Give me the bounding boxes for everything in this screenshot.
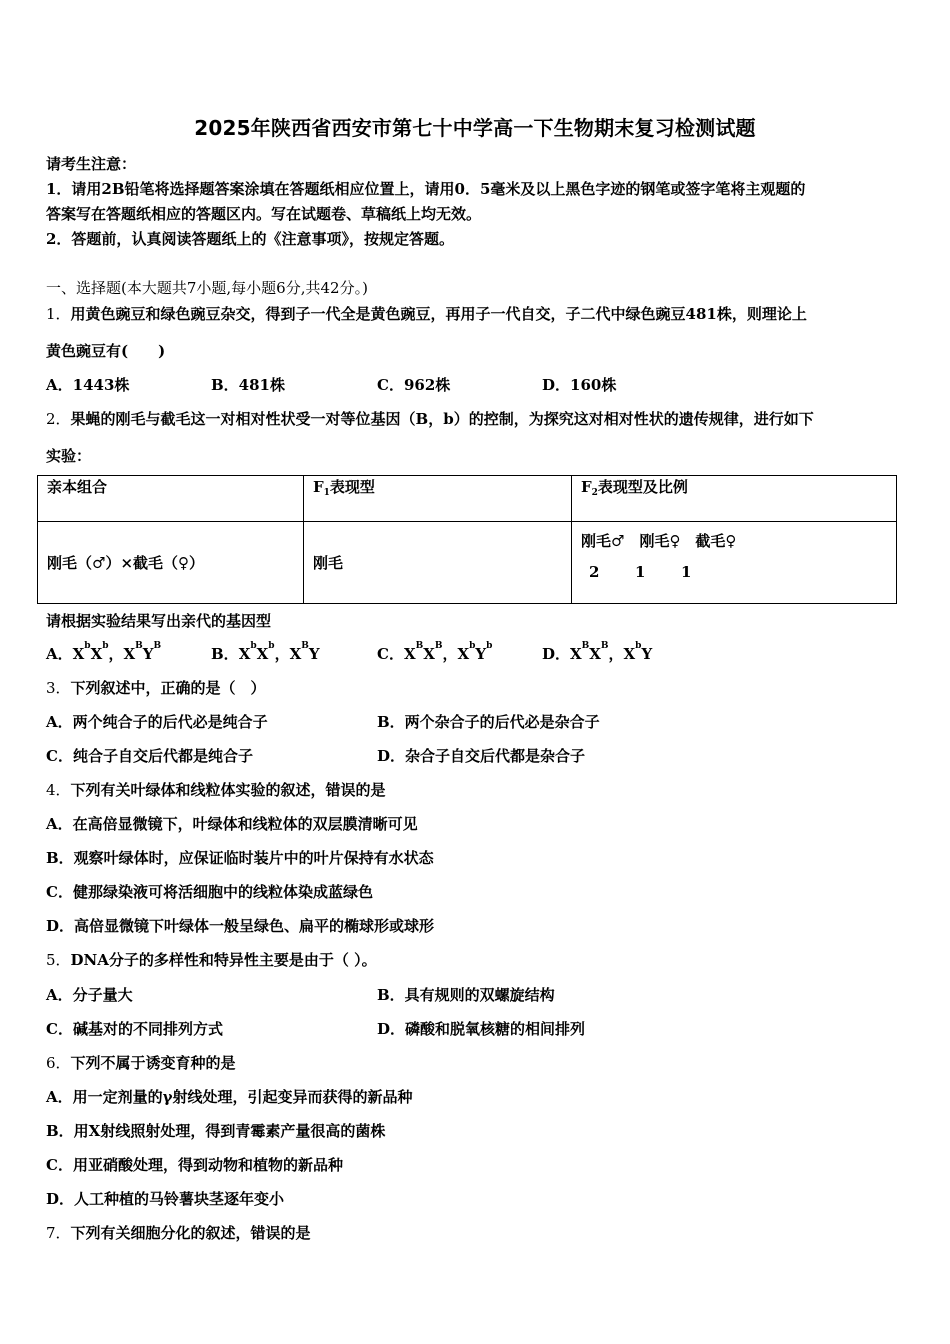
q5-option-c[interactable]: C．碱基对的不同排列方式: [46, 1020, 223, 1038]
q6-option-a[interactable]: A．用一定剂量的γ射线处理，引起变异而获得的新品种: [46, 1088, 413, 1106]
cell-parent-cross: 刚毛（♂）×截毛（♀）: [38, 522, 304, 604]
cell-f2-phenotype-ratio: [572, 522, 897, 604]
cell-f1-phenotype: 刚毛: [304, 522, 572, 604]
question-1-stem-cont: 黄色豌豆有( ): [46, 342, 166, 360]
question-2: [46, 408, 814, 429]
question-1-stem: 用黄色豌豆和绿色豌豆杂交，得到子一代全是黄色豌豆，再用子一代自交，子二代中绿色豌豆481株，则理论上: [70, 305, 807, 323]
notice-line-2: 2．答题前，认真阅读答题纸上的《注意事项》，按规定答题。: [46, 230, 454, 248]
question-1-number: 1．: [46, 305, 71, 323]
question-2-follow: 请根据实验结果写出亲代的基因型: [46, 612, 272, 630]
header-parent-cross: 亲本组合: [38, 476, 304, 522]
question-3-number: 3．: [46, 679, 71, 697]
q6-option-b[interactable]: B．用X射线照射处理，得到青霉素产量很高的菌株: [46, 1122, 386, 1140]
q5-option-d[interactable]: D．磷酸和脱氧核糖的相间排列: [377, 1020, 586, 1038]
q2-option-c[interactable]: C．$X^BX^B$，$X^bY^b$: [377, 641, 493, 663]
q6-option-d[interactable]: D．人工种植的马铃薯块茎逐年变小: [46, 1190, 285, 1208]
q1-option-b[interactable]: B．481株: [211, 376, 285, 394]
q3-option-b[interactable]: B．两个杂合子的后代必是杂合子: [377, 713, 600, 731]
question-3: [46, 677, 266, 698]
q2-option-a[interactable]: A．$X^bX^b$，$X^BY^B$: [46, 641, 162, 663]
question-5-stem: DNA分子的多样性和特异性主要是由于（ ）。: [70, 951, 377, 969]
f2-ratio: 2 1 1: [589, 563, 692, 581]
q2-option-b[interactable]: B．$X^bX^b$，$X^BY$: [211, 641, 320, 663]
question-2-number: 2．: [46, 410, 71, 428]
notice-line-1: 1．请用2B铅笔将选择题答案涂填在答题纸相应位置上，请用0．5毫米及以上黑色字迹的钢笔或签字笔将主观题的: [46, 180, 806, 198]
question-5: [46, 949, 377, 970]
question-6-stem: 下列不属于诱变育种的是: [70, 1054, 236, 1072]
notice-heading: 请考生注意：: [46, 155, 137, 173]
q4-option-c[interactable]: C．健那绿染液可将活细胞中的线粒体染成蓝绿色: [46, 883, 373, 901]
question-7-stem: 下列有关细胞分化的叙述，错误的是: [70, 1224, 311, 1242]
q4-option-d[interactable]: D．高倍显微镜下叶绿体一般呈绿色、扁平的椭球形或球形: [46, 917, 435, 935]
question-3-stem: 下列叙述中，正确的是（ ）: [70, 679, 266, 697]
q1-option-a[interactable]: A．1443株: [46, 376, 130, 394]
q2-option-d[interactable]: D．$X^BX^B$，$X^bY$: [542, 641, 653, 663]
notice-line-1b: 答案写在答题纸相应的答题区内。写在试题卷、草稿纸上均无效。: [46, 205, 482, 223]
q3-option-c[interactable]: C．纯合子自交后代都是纯合子: [46, 747, 253, 765]
page-title: 2025年陕西省西安市第七十中学高一下生物期末复习检测试题: [194, 116, 756, 140]
question-4-number: 4．: [46, 781, 71, 799]
question-6-number: 6．: [46, 1054, 71, 1072]
question-1: [46, 303, 807, 324]
question-7-number: 7．: [46, 1224, 71, 1242]
experiment-table: [37, 475, 897, 604]
question-7: [46, 1222, 311, 1243]
header-f1-phenotype: $F_1$表现型: [304, 476, 572, 522]
question-2-stem-cont: 实验：: [46, 447, 92, 465]
f2-phenotypes: 刚毛♂ 刚毛♀ 截毛♀: [581, 532, 737, 550]
q4-option-b[interactable]: B．观察叶绿体时，应保证临时装片中的叶片保持有水状态: [46, 849, 434, 867]
header-f2-phenotype-ratio: $F_2$表现型及比例: [572, 476, 897, 522]
q1-option-c[interactable]: C．962株: [377, 376, 451, 394]
q3-option-d[interactable]: D．杂合子自交后代都是杂合子: [377, 747, 586, 765]
q6-option-c[interactable]: C．用亚硝酸处理，得到动物和植物的新品种: [46, 1156, 343, 1174]
table-row: [38, 522, 897, 604]
question-4: [46, 779, 386, 800]
table-header-row: [38, 476, 897, 522]
question-2-stem: 果蝇的刚毛与截毛这一对相对性状受一对等位基因（B，b）的控制，为探究这对相对性状的遗传规律，进行如下: [70, 410, 814, 428]
question-4-stem: 下列有关叶绿体和线粒体实验的叙述，错误的是: [70, 781, 386, 799]
q5-option-b[interactable]: B．具有规则的双螺旋结构: [377, 986, 555, 1004]
q1-option-d[interactable]: D．160株: [542, 376, 617, 394]
section-heading: 一、选择题(本大题共7小题,每小题6分,共42分。): [46, 279, 368, 297]
q3-option-a[interactable]: A．两个纯合子的后代必是纯合子: [46, 713, 268, 731]
q5-option-a[interactable]: A．分子量大: [46, 986, 133, 1004]
question-6: [46, 1052, 236, 1073]
q4-option-a[interactable]: A．在高倍显微镜下，叶绿体和线粒体的双层膜清晰可见: [46, 815, 418, 833]
question-5-number: 5．: [46, 951, 71, 969]
